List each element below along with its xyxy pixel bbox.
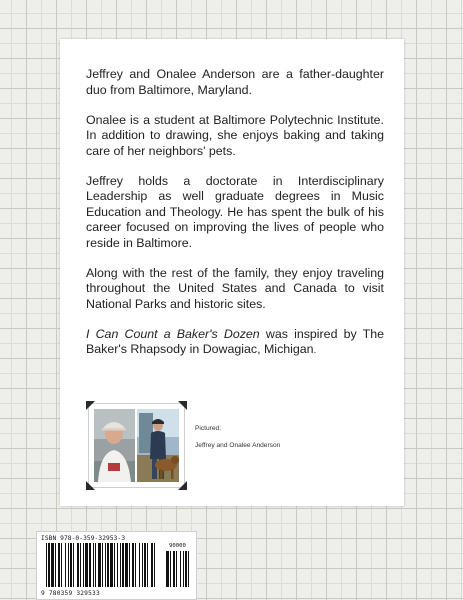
caption-names: Jeffrey and Onalee Anderson xyxy=(195,442,281,449)
bio-paragraph-4: Along with the rest of the family, they enjoy traveling throughout the United States and Canada to visit National Parks and historic sites. xyxy=(86,265,384,311)
photo-caption xyxy=(195,425,280,450)
bio-paragraph-5 xyxy=(86,327,384,359)
caption-label: Pictured: xyxy=(195,425,222,432)
back-cover-panel xyxy=(60,39,404,506)
author-bio xyxy=(86,67,384,359)
author-photo xyxy=(88,403,185,488)
bio-paragraph-1: Jeffrey and Onalee Anderson are a father-daughter duo from Baltimore, Maryland. xyxy=(86,67,384,97)
photo-corner xyxy=(86,481,95,490)
photo-corner xyxy=(178,481,187,490)
photo-corner xyxy=(178,401,187,410)
author-photo-image xyxy=(94,409,179,482)
book-title: I Can Count a Baker's Dozen xyxy=(86,326,260,341)
bio-paragraph-3: Jeffrey holds a doctorate in Interdisciplinary Leadership as well graduate degrees in Music Education and Theology. He has spent the bulk of his career focused on improving the lives of people who reside in Baltimore. xyxy=(86,173,384,250)
bio-paragraph-5-end: . xyxy=(313,345,317,356)
isbn-label: ISBN 978-0-359-32953-3 xyxy=(41,535,126,542)
isbn-barcode xyxy=(36,531,197,600)
barcode-digits: 9 780359 329533 xyxy=(41,590,100,597)
bio-paragraph-5-text: was inspired by The Baker's Rhapsody in Dowagiac, Michigan xyxy=(86,326,384,356)
bio-paragraph-2: Onalee is a student at Baltimore Polytechnic Institute. In addition to drawing, she enjoys baking and taking care of her neighbors' pets. xyxy=(86,112,384,158)
price-code: 90000 xyxy=(169,543,186,549)
